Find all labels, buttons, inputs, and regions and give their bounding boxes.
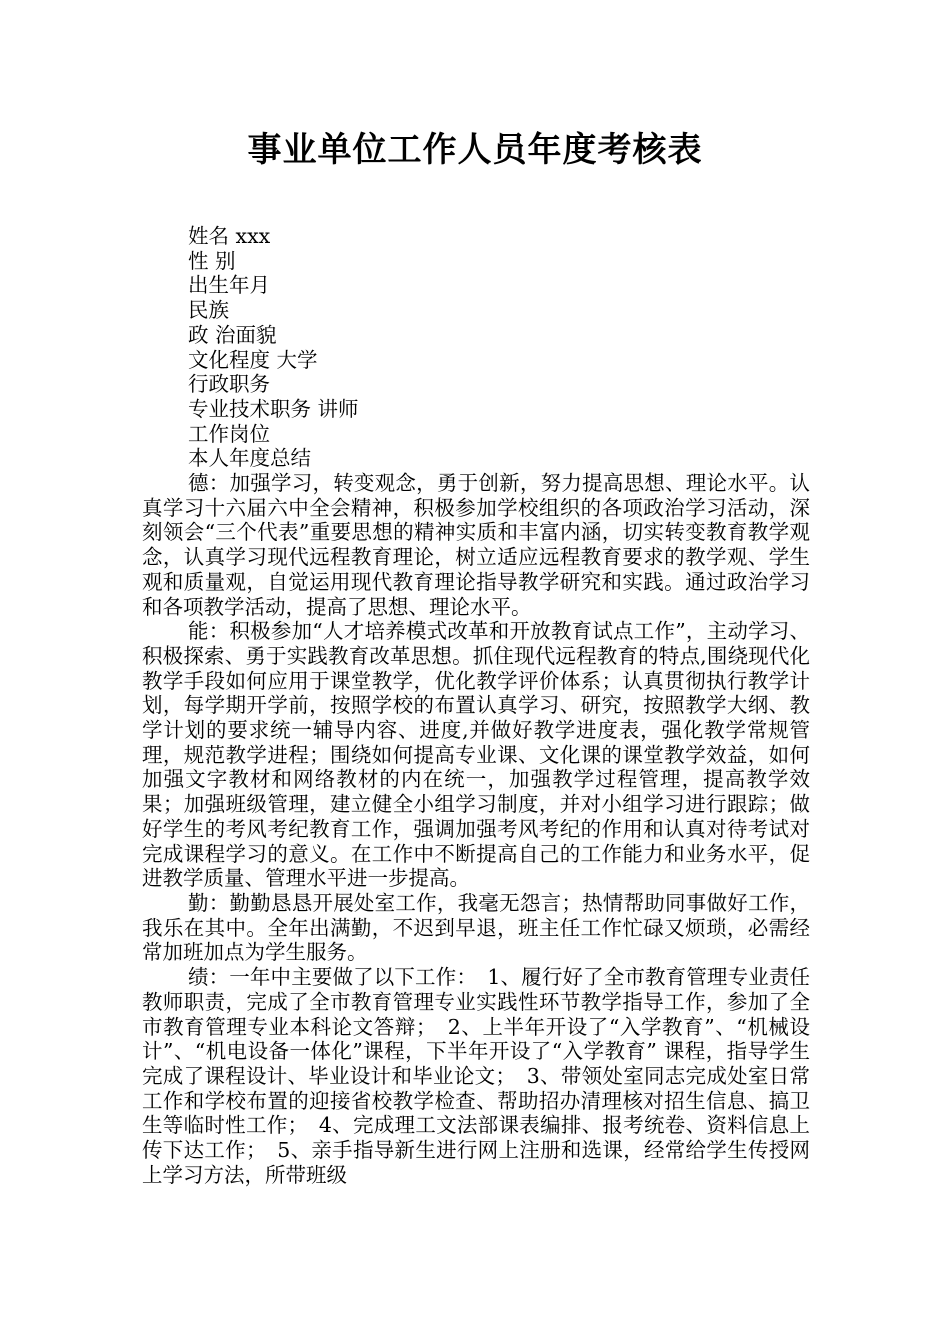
field-birth-date: 出生年月 (188, 273, 270, 298)
field-professional-title: 专业技术职务 讲师 (188, 396, 359, 421)
paragraph-ability: 能：积极参加“人才培养模式改革和开放教育试点工作”，主动学习、积极探索、勇于实践教育改革思想。抓住现代远程教育的特点,围绕现代化教学手段如何应用于课堂教学，优化教学评价体系；认真贯彻执行教学计划，每学期开学前，按照学校的布置认真学习、研究，按照教学大纲、教学计划的要求统一辅导内容、进度,并做好教学进度表，强化教学常规管理，规范教学进程；围绕如何提高专业课、文化课的课堂教学效益，如何加强文字教材和网络教材的内在统一，加强教学过程管理，提高教学效果；加强班级管理，建立健全小组学习制度，并对小组学习进行跟踪；做好学生的考风考纪教育工作，强调加强考风考纪的作用和认真对待考试对完成课程学习的意义。在工作中不断提高自己的工作能力和业务水平，促进教学质量、管理水平进一步提高。 (142, 619, 810, 891)
field-annual-summary-heading: 本人年度总结 (188, 446, 311, 471)
field-gender: 性 别 (188, 248, 236, 273)
document-title: 事业单位工作人员年度考核表 (247, 130, 703, 170)
field-ethnicity: 民族 (188, 298, 229, 323)
field-education: 文化程度 大学 (188, 347, 318, 372)
paragraph-morality: 德：加强学习，转变观念，勇于创新，努力提高思想、理论水平。认真学习十六届六中全会精神，积极参加学校组织的各项政治学习活动，深刻领会“三个代表”重要思想的精神实质和丰富内涵，切实转变教育教学观念，认真学习现代远程教育理论，树立适应远程教育要求的教学观、学生观和质量观，自觉运用现代教育理论指导教学研究和实践。通过政治学习和各项教学活动，提高了思想、理论水平。 (142, 471, 810, 619)
paragraph-diligence: 勤：勤勤恳恳开展处室工作，我毫无怨言；热情帮助同事做好工作，我乐在其中。全年出满勤，不迟到早退，班主任工作忙碌又烦琐，必需经常加班加点为学生服务。 (142, 890, 810, 965)
field-name: 姓名 xxx (188, 224, 271, 248)
field-administrative-position: 行政职务 (188, 372, 270, 397)
field-political-status: 政 治面貌 (188, 322, 277, 347)
field-work-post: 工作岗位 (188, 421, 270, 446)
document-body (142, 224, 810, 1187)
paragraph-achievements: 绩：一年中主要做了以下工作： 1、履行好了全市教育管理专业责任教师职责，完成了全市教育管理专业实践性环节教学指导工作，参加了全市教育管理专业本科论文答辩； 2、上半年开设了“入学教育”、“机械设计”、“机电设备一体化”课程，下半年开设了“入学教育” 课程，指导学生完成了课程设计、毕业设计和毕业论文； 3、带领处室同志完成处室日常工作和学校布置的迎接省校教学检查、帮助招办清理核对招生信息、搞卫生等临时性工作； 4、完成理工文法部课表编排、报考统卷、资料信息上传下达工作； 5、亲手指导新生进行网上注册和选课，经常给学生传授网上学习方法，所带班级 (142, 965, 810, 1187)
